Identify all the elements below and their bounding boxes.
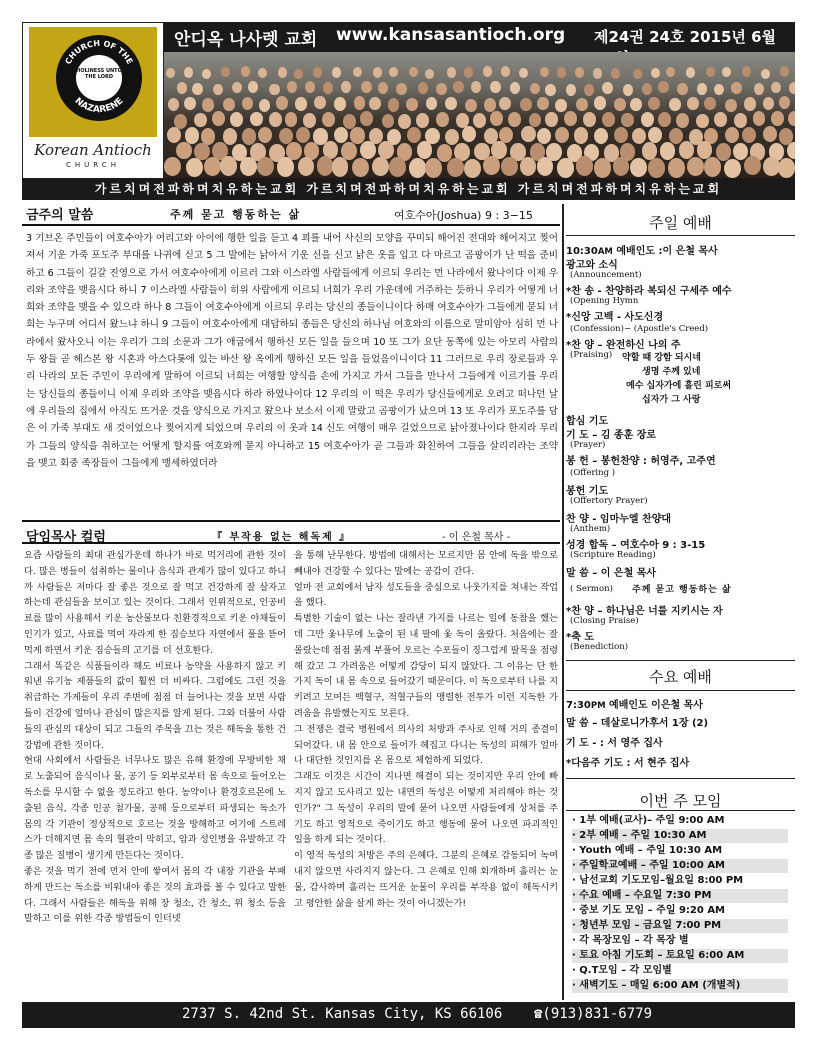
- crowd-face: [258, 68, 267, 78]
- praise-song: 약할 때 강함 되시네: [622, 353, 701, 363]
- crowd-face: [668, 158, 685, 177]
- crowd-face: [704, 157, 721, 176]
- crowd-face: [277, 157, 294, 176]
- crowd-face: [555, 99, 567, 112]
- weekly-rule: [566, 810, 795, 811]
- crowd-face: [453, 81, 463, 93]
- order-item: *축 도: [566, 632, 595, 643]
- crowd-face: [789, 82, 795, 94]
- church-title: 안디옥 나사렛 교회: [174, 30, 318, 50]
- column-author: - 이 은철 목사 -: [442, 532, 511, 543]
- crowd-face: [313, 67, 322, 77]
- crowd-face: [778, 158, 795, 177]
- order-item-en: (Offering ): [570, 468, 616, 478]
- crowd-face: [445, 129, 459, 145]
- seal-motto: HOLINESS UNTO THE LORD: [76, 68, 122, 80]
- crowd-face: [164, 157, 181, 176]
- column-title: 『 부작용 없는 해독제 』: [212, 532, 352, 543]
- issue-info: 제24권 24호 2015년 6월: [594, 28, 777, 46]
- crowd-face: [613, 157, 630, 176]
- crowd-face: [269, 112, 282, 127]
- crowd-face: [373, 67, 382, 77]
- order-item-en: (Benediction): [570, 642, 629, 652]
- crowd-face: [724, 159, 741, 178]
- crowd-face: [742, 127, 756, 143]
- crowd-face: [490, 111, 503, 126]
- crowd-face: [576, 156, 593, 175]
- crowd-face: [296, 127, 310, 143]
- crowd-face: [630, 98, 642, 111]
- crowd-face: [686, 67, 695, 77]
- logo-subtitle: CHURCH: [66, 161, 120, 169]
- order-item: 말 씀 – 이 은철 목사: [566, 568, 657, 579]
- crowd-face: [753, 111, 766, 126]
- crowd-face: [447, 158, 464, 177]
- crowd-face: [305, 81, 315, 93]
- crowd-face: [389, 157, 406, 176]
- crowd-face: [594, 96, 606, 109]
- crowd-face: [651, 68, 660, 78]
- crowd-face: [697, 83, 707, 95]
- weekly-rule-top: [566, 778, 795, 779]
- church-url[interactable]: www.kansasantioch.org: [336, 25, 566, 45]
- crowd-face: [706, 67, 715, 77]
- order-item-en: (Praising): [570, 350, 613, 360]
- crowd-face: [447, 67, 456, 77]
- crowd-face: [725, 127, 739, 143]
- crowd-face: [334, 127, 348, 143]
- crowd-face: [666, 67, 675, 77]
- meeting-item: · 토요 아침 기도회 – 토요일 6:00 AM: [572, 949, 788, 963]
- crowd-face: [177, 82, 187, 94]
- column-text-right: 을 통해 난무한다. 방법에 대해서는 모르지만 몸 안에 독을 밖으로 빼내야 건강할 수 있다는 말에는 공감이 간다. 얼마 전 교회에서 남자 성도들을 중심으로 나웃가지를 쳐내는 작업을 했다. 특별한 기술이 없는 나는 잘라낸 가지를 나르는 일에 동참을 했는데 그만 옻나무에 노출이 된 내 팔에 옻 독이 올랐다. 처음에는 잘 몰랐는데 점점 붉게 부풀어 오르는 수포들이 징그럽게 팔목을 점령해 갔고 그 가려움은 어떻게 감당이 되지 않았다. 그 이유는 단 한 가지 독이 내 몸 속으로 들어갔기 때문이다. 이 독으로부터 나를 지키려고 모여든 백혈구, 적혈구들의 맹렬한 전투가 이런 지독한 가려움을 유발했는지도 모른다. 그 전쟁은 결국 병원에서 의사의 처방과 주사로 인해 거의 종결이 되어갔다. 내 몸 안으로 들어가 헤집고 다니는 독성의 피해가 얼마나 대단한 것인지를 온 몸으로 체험하게 되었다. 그래도 이것은 시간이 지나면 해결이 되는 것이지만 우리 안에 빠지지 않고 도사리고 있는 내면의 독성은 어떻게 처리해야 하는 것인가?" 그 독성이 우리의 말에 묻어 나오면 사람들에게 상처를 주기도 하고 영적으로 죽이기도 하고 행동에 묻어 나오면 파괴적인 일을 하게 되는 것이다. 이 영적 독성의 처방은 주의 은혜다. 그분의 은혜로 감동되어 녹여내지 않으면 사라지지 않는다. 그 은혜로 인해 회개하며 흘리는 눈물, 감사하며 흘리는 뜨거운 눈물이 우리를 부작용 없이 해독시키고 평안한 삶을 살게 하는 것이 아니겠는가!: [294, 550, 558, 909]
- crowd-face: [648, 127, 662, 143]
- crowd-face: [704, 97, 716, 110]
- crowd-face: [594, 158, 611, 177]
- crowd-face: [361, 81, 371, 93]
- crowd-face: [484, 98, 496, 111]
- crowd-face: [537, 97, 549, 110]
- crowd-face: [407, 127, 421, 143]
- crowd-face: [501, 157, 518, 176]
- crowd-face: [332, 157, 349, 176]
- crowd-face: [593, 68, 602, 78]
- crowd-face: [658, 81, 668, 93]
- meeting-item: · 중보 기도 모임 – 주일 9:20 AM: [572, 905, 726, 916]
- crowd-face: [378, 82, 388, 94]
- crowd-face: [510, 82, 520, 94]
- crowd-face: [409, 67, 418, 77]
- crowd-face: [295, 97, 307, 110]
- crowd-face: [194, 113, 207, 128]
- crowd-face: [584, 84, 594, 96]
- crowd-face: [520, 157, 537, 176]
- column-divider: [562, 204, 564, 1000]
- crowd-face: [642, 83, 652, 95]
- sermon-title-small: 주께 묻고 행동하는 삶: [632, 585, 732, 595]
- wednesday-item: *다음주 기도 : 서 현주 집사: [566, 758, 690, 769]
- crowd-face: [278, 67, 287, 77]
- order-item: *찬 송 - 찬양하라 복되신 구세주 예수: [566, 286, 732, 297]
- crowd-face: [714, 84, 724, 96]
- crowd-face: [471, 81, 481, 93]
- crowd-face: [242, 128, 256, 144]
- order-item: 광고와 소식: [566, 260, 618, 271]
- crowd-face: [352, 158, 369, 177]
- crowd-face: [566, 84, 576, 96]
- crowd-face: [406, 98, 418, 111]
- crowd-face: [564, 111, 577, 126]
- crowd-face: [204, 157, 221, 176]
- crowd-face: [602, 112, 615, 127]
- wed-rule-top: [566, 660, 795, 661]
- crowd-face: [184, 97, 196, 110]
- crowd-face: [780, 66, 789, 76]
- crowd-face: [520, 98, 532, 111]
- crowd-face: [742, 66, 751, 76]
- crowd-face: [285, 112, 298, 127]
- crowd-face: [436, 83, 446, 95]
- slogan-text: 가르치며전파하며치유하는교회 가르치며전파하며치유하는교회 가르치며전파하며치유하는교회: [94, 182, 723, 196]
- crowd-face: [202, 98, 214, 111]
- crowd-face: [734, 113, 747, 128]
- crowd-face: [660, 142, 676, 160]
- crowd-face: [545, 84, 555, 96]
- crowd-face: [687, 97, 699, 110]
- meeting-item: · 새벽기도 – 매일 6:00 AM (개별적): [572, 979, 788, 993]
- crowd-face: [417, 141, 433, 159]
- crowd-face: [465, 99, 477, 112]
- meeting-item: · 청년부 모임 – 금요일 7:00 PM: [572, 919, 788, 933]
- order-item-en: (Anthem): [570, 524, 611, 534]
- crowd-face: [501, 66, 510, 76]
- crowd-face: [787, 142, 795, 160]
- crowd-face: [779, 96, 791, 109]
- crowd-face: [317, 156, 334, 175]
- crowd-face: [221, 67, 230, 77]
- crowd-face: [332, 67, 341, 77]
- crowd-face: [508, 112, 521, 127]
- crowd-face: [360, 141, 376, 159]
- weekly-heading: 이번 주 모임: [639, 792, 722, 810]
- order-item-en: ( Sermon): [570, 584, 613, 594]
- wednesday-item: 기 도 - : 서 영주 집사: [566, 738, 663, 749]
- order-item-en: (Closing Praise): [570, 616, 639, 626]
- praise-song: 십자가 그 사랑: [642, 395, 701, 405]
- sunday-heading: 주일 예배: [649, 214, 712, 232]
- crowd-face: [583, 112, 596, 127]
- crowd-face: [576, 98, 588, 111]
- crowd-face: [314, 96, 326, 109]
- wednesday-item: 말 씀 – 데살로니가후서 1장 (2): [566, 718, 709, 729]
- crowd-face: [350, 127, 364, 143]
- crowd-face: [396, 83, 406, 95]
- crowd-face: [537, 128, 551, 144]
- praise-song: 예수 십자가에 흘린 피로써: [626, 381, 732, 391]
- order-item: *찬 양 – 완전하신 나의 주: [566, 340, 681, 351]
- crowd-face: [426, 97, 438, 110]
- crowd-face: [257, 157, 274, 176]
- crowd-face: [594, 128, 608, 144]
- crowd-face: [185, 127, 199, 143]
- crowd-face: [369, 97, 381, 110]
- crowd-face: [388, 98, 400, 111]
- crowd-face: [669, 98, 681, 111]
- crowd-face: [192, 83, 202, 95]
- crowd-face: [763, 126, 777, 142]
- crowd-face: [557, 158, 574, 177]
- crowd-face: [722, 67, 731, 77]
- crowd-face: [676, 113, 689, 128]
- order-item-en: (Offertory Prayer): [570, 496, 648, 506]
- crowd-face: [242, 97, 254, 110]
- praise-song: 생명 주께 있네: [642, 367, 701, 377]
- crowd-face: [521, 126, 535, 142]
- crowd-face: [240, 157, 257, 176]
- church-logo: [22, 22, 164, 182]
- crowd-face: [788, 111, 795, 126]
- crowd-face: [633, 69, 642, 79]
- crowd-face: [354, 96, 366, 109]
- crowd-face: [232, 82, 242, 94]
- crowd-face: [464, 159, 481, 178]
- crowd-face: [322, 112, 335, 127]
- meeting-item: · Youth 예배 – 주일 10:30 AM: [572, 845, 723, 856]
- crowd-face: [241, 66, 250, 76]
- crowd-face: [294, 69, 303, 79]
- crowd-face: [276, 96, 288, 109]
- meeting-item: · 1부 예배(교사)– 주일 9:00 AM: [572, 815, 725, 826]
- church-address: 2737 S. 42nd St. Kansas City, KS 66106: [182, 1006, 503, 1022]
- crowd-face: [425, 158, 442, 177]
- crowd-face: [389, 67, 398, 77]
- sunday-rule: [566, 235, 795, 236]
- order-item: *찬 양 – 하나님은 너를 지키시는 자: [566, 606, 723, 617]
- wednesday-heading: 수요 예배: [649, 668, 712, 686]
- header-bar: [164, 22, 795, 52]
- congregation-photo: [164, 52, 795, 178]
- crowd-face: [166, 68, 175, 78]
- main-column: [22, 204, 560, 1000]
- order-item: 봉헌 기도: [566, 486, 609, 497]
- crowd-face: [537, 157, 554, 176]
- crowd-face: [220, 156, 237, 175]
- order-item: 기 도 – 김 종훈 장로: [566, 430, 657, 441]
- sunday-time: 10:30AM 예배인도 :이 은철 목사: [566, 246, 718, 257]
- column-header: [22, 520, 560, 544]
- crowd-face: [298, 157, 315, 176]
- crowd-face: [287, 81, 297, 93]
- crowd-face: [483, 66, 492, 76]
- crowd-face: [418, 82, 428, 94]
- order-item-en: (Prayer): [570, 440, 606, 450]
- crowd-face: [648, 158, 665, 177]
- crowd-face: [519, 68, 528, 78]
- crowd-face: [575, 67, 584, 77]
- crowd-face: [353, 67, 362, 77]
- crowd-face: [557, 67, 566, 77]
- crowd-face: [641, 112, 654, 127]
- church-phone[interactable]: ☎(913)831-6779: [534, 1006, 653, 1022]
- crowd-face: [269, 84, 279, 96]
- sermon-reference: 여호수아(Joshua) 9 : 3−15: [394, 209, 533, 222]
- crowd-face: [303, 113, 316, 128]
- crowd-face: [248, 81, 258, 93]
- crowd-face: [611, 68, 620, 78]
- crowd-face: [540, 67, 549, 77]
- order-item: 찬 양 - 임마누엘 찬양대: [566, 514, 672, 525]
- crowd-face: [334, 97, 346, 110]
- meeting-item: · Q.T모임 – 각 모임별: [572, 965, 672, 976]
- crowd-face: [168, 98, 180, 111]
- crowd-face: [642, 142, 658, 160]
- crowd-face: [223, 128, 237, 144]
- crowd-face: [341, 81, 351, 93]
- crowd-face: [744, 156, 761, 175]
- crowd-face: [499, 97, 511, 110]
- crowd-face: [213, 84, 223, 96]
- crowd-face: [176, 142, 192, 160]
- crowd-face: [545, 112, 558, 127]
- crowd-face: [212, 111, 225, 126]
- crowd-face: [483, 156, 500, 175]
- crowd-face: [409, 158, 426, 177]
- crowd-face: [771, 82, 781, 94]
- crowd-face: [372, 157, 389, 176]
- crowd-face: [425, 69, 434, 79]
- meeting-item: · 수요 예배 – 수요일 7:30 PM: [572, 889, 788, 903]
- sermon-header: [22, 204, 560, 226]
- crowd-face: [623, 84, 633, 96]
- order-item: *신앙 고백 - 사도신경: [566, 312, 664, 323]
- meeting-item: · 남선교회 기도모임–월요일 8:00 PM: [572, 875, 744, 886]
- crowd-face: [771, 111, 784, 126]
- crowd-face: [714, 112, 727, 127]
- crowd-face: [323, 82, 333, 94]
- crowd-face: [630, 158, 647, 177]
- wednesday-time: 7:30PM 예배인도 이은철 목사: [566, 700, 703, 711]
- crowd-face: [658, 112, 671, 127]
- scripture-text: 3 기브온 주민들이 여호수아가 여리고와 아이에 행한 일을 듣고 4 꾀를 내어 사신의 모양을 꾸미되 해어진 전대와 해어지고 찢어져서 기운 가죽 포도주 부대를 나귀에 싣고 5 그 발에는 낡아서 기운 신을 신고 낡은 옷을 입고 다 마르고 곰팡이가 난 떡을 준비하고 6 그들이 길갈 진영으로 가서 여호수아에게 이르러 그와 이스라엘 사람들에게 이르되 우리는 먼 나라에서 왔나이다 이제 우리와 조약을 맺읍시다 하니 7 이스라엘 사람들이 히위 사람에게 이르되 너희가 우리 가운데에 거주하는 듯하니 우리가 어떻게 너희와 조약을 맺을 수 있으랴 하나 8 그들이 여호수아에게 이르되 우리는 당신의 종들이니이다 하매 여호수아가 그들에게 묻되 너희는 누구며 어디서 왔느냐 하니 9 그들이 여호수아에게 대답하되 종들은 당신의 하나님 여호와의 이름으로 말미암아 심히 먼 나라에서 왔사오니 이는 우리가 그의 소문과 그가 애굽에서 행하신 모든 일을 들으며 10 또 그가 요단 동쪽에 있는 아모리 사람의 두 왕들 곧 헤스본 왕 시혼과 아스다롯에 있는 바산 왕 옥에게 행하신 모든 일을 들었음이니이다 11 그러므로 우리 장로들과 우리 나라의 모든 주민이 우리에게 말하여 이르되 너희는 여행할 양식을 손에 가지고 가서 그들을 만나서 그들에게 이르기를 우리는 당신들의 종들이니 이제 우리와 조약을 맺읍시다 하라 하였나이다 12 우리의 이 떡은 우리가 당신들에게로 오려고 떠나던 날에 우리들의 집에서 아직도 뜨거운 것을 양식으로 가지고 왔으나 보소서 이제 말랐고 곰팡이가 났으며 13 또 우리가 포도주를 담은 이 가죽 부대도 새 것이었으나 찢어지게 되었으며 우리의 이 옷과 14 신도 여행이 매우 길었으므로 낡아졌나이다 한지라 무리가 그들의 양식을 취하고는 어떻게 할지를 여호와께 묻지 아니하고 15 여호수아가 곧 그들과 화친하여 그들을 살리리라는 조약을 맺고 회중 족장들이 그들에게 맹세하였더라: [26, 233, 558, 469]
- crowd-face: [614, 127, 628, 143]
- crowd-face: [223, 98, 235, 111]
- crowd-face: [574, 127, 588, 143]
- crowd-face: [632, 128, 646, 144]
- crowd-face: [490, 81, 500, 93]
- order-item-en: (Scripture Reading): [570, 550, 656, 560]
- column-text-left: 요즘 사람들의 최대 관심가운데 하나가 바로 먹거리에 관한 것이다. 많은 병들이 섭취하는 물이나 음식과 관계가 많이 있다고 하니까 사람들은 저마다 잘 좋은 것으로 잘 먹고 건강하게 잘 살자고 하는데 관심들을 보이고 있는 것이다. 그래서 인위적으로, 인공비료를 많이 사용해서 키운 농산물보다 친환경적으로 키운 야채들이 인기가 있고, 사료를 먹여 자라게 한 짐승보다 자연에서 풀을 뜯어 먹게 하면서 키운 짐승들의 고기를 더 선호한다. 그래서 똑같은 식품들이라 해도 비료나 농약을 사용하지 않고 키워낸 유기농 제품들의 값이 훨씬 더 비싸다. 그럼에도 그런 것을 취급하는 가게들이 우리 주변에 점점 더 늘어나는 것을 보면 사람들이 건강에 얼마나 관심이 많은지를 알게 된다. 그와 더불어 사람들의 관심의 대상이 되고 그들의 주목을 끄는 것은 해독을 통한 건강법에 관한 것이다. 현대 사회에서 사람들은 너무나도 많은 유해 환경에 무방비한 채로 노출되어 음식이나 물, 공기 등 외부로부터 몸 속으로 들어오는 독소를 무시할 수 없을 정도라고 한다. 농약이나 환경호르몬에 노출된 음식, 각종 인공 첨가물, 공해 등으로부터 파생되는 독소가 몸의 각 기관이 정상적으로 호르는 것을 방해하고 여기에 스트레스가 더해지면 몸 속의 혈관이 막히고, 암과 성인병을 유발하고 각종 많은 질병이 생기게 만든다는 것이다. 좋은 것을 먹기 전에 먼저 안에 쌓여서 몸의 각 내장 기관을 부패하게 만드는 독소를 비워내야 좋은 것의 효과를 볼 수 있다고 말한다. 그래서 사람들은 해독을 위해 장 청소, 간 청소, 위 청소 등을 말하고 이를 위한 각종 방법들이 인터넷: [24, 550, 286, 925]
- crowd-face: [731, 82, 741, 94]
- crowd-face: [761, 69, 770, 79]
- crowd-face: [382, 114, 395, 129]
- crowd-face: [744, 97, 756, 110]
- slogan-bar: [22, 178, 795, 200]
- crowd-face: [398, 114, 411, 129]
- crowd-face: [530, 83, 540, 95]
- crowd-face: [687, 157, 704, 176]
- sermon-title: 주께 묻고 행동하는 삶: [170, 208, 302, 221]
- order-item-en: (Confession)− (Apostle's Creed): [570, 324, 709, 334]
- crowd-face: [602, 82, 612, 94]
- crowd-face: [462, 126, 476, 142]
- crowd-face: [445, 97, 457, 110]
- crowd-face: [763, 97, 775, 110]
- crowd-face: [360, 111, 373, 126]
- crowd-face: [754, 83, 764, 95]
- footer-bar: [22, 1002, 795, 1028]
- column-heading: 담임목사 컬럼: [26, 530, 106, 545]
- crowd-face: [416, 113, 429, 128]
- nazarene-seal-icon: [56, 35, 142, 121]
- order-item-en: (Announcement): [570, 270, 642, 280]
- crowd-face: [725, 99, 737, 112]
- crowd-face: [696, 114, 709, 129]
- crowd-face: [436, 112, 449, 127]
- order-item-en: (Opening Hymn: [570, 296, 639, 306]
- wed-rule: [566, 690, 795, 691]
- crowd-face: [677, 83, 687, 95]
- crowd-face: [473, 113, 486, 128]
- crowd-face: [258, 127, 272, 143]
- crowd-face: [621, 113, 634, 128]
- meeting-item: · 각 목장모임 – 각 목장 별: [572, 935, 689, 946]
- crowd-face: [167, 127, 181, 143]
- crowd-face: [464, 67, 473, 77]
- crowd-face: [614, 98, 626, 111]
- sermon-heading: 금주의 말씀: [26, 208, 94, 223]
- crowd-face: [250, 112, 263, 127]
- order-item: 합심 기도: [566, 416, 609, 427]
- logo-name: Korean Antioch: [34, 141, 152, 159]
- meeting-item: · 2부 예배 – 주일 10:30 AM: [572, 829, 788, 843]
- crowd-face: [202, 69, 211, 79]
- crowd-face: [230, 112, 243, 127]
- crowd-face: [648, 97, 660, 110]
- crowd-face: [184, 67, 193, 77]
- order-item: 봉 헌 – 봉헌찬양 : 허영주, 고주연: [566, 456, 716, 467]
- crowd-face: [555, 127, 569, 143]
- seal-ring-top: CHURCH OF THE: [63, 38, 135, 66]
- crowd-face: [186, 158, 203, 177]
- order-item: 성경 합독 – 여호수아 9 : 3-15: [566, 540, 706, 551]
- meeting-item: · 주일학교예배 – 주일 10:00 AM: [572, 859, 788, 873]
- seal-ring-bottom: NAZARENE: [72, 96, 126, 116]
- crowd-face: [259, 99, 271, 112]
